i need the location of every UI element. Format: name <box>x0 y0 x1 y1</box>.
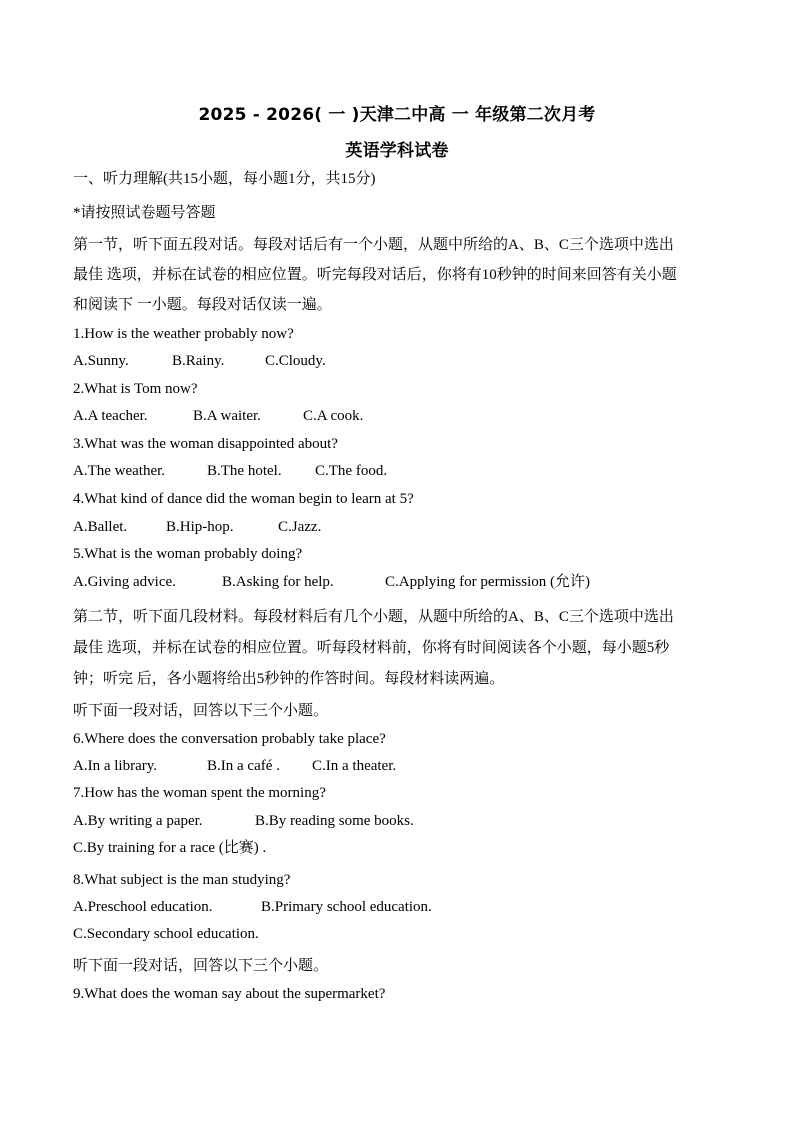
option-b: B.A waiter. <box>193 408 261 424</box>
option-a: A.The weather. <box>73 463 166 479</box>
question-6-options <box>73 756 733 776</box>
question-1-options <box>73 351 733 371</box>
option-b: B.In a café . <box>207 758 280 774</box>
question-7-options <box>73 811 733 831</box>
option-b: B.The hotel. <box>207 463 282 479</box>
option-a: A.By writing a paper. <box>73 813 203 829</box>
option-c: C.A cook. <box>303 408 364 424</box>
question-2-options <box>73 406 733 426</box>
option-c: C.Cloudy. <box>265 353 326 369</box>
question-9-stem: 9.What does the woman say about the supermarket? <box>73 986 386 1002</box>
question-5-stem: 5.What is the woman probably doing? <box>73 546 303 562</box>
question-2-stem: 2.What is Tom now? <box>73 381 198 397</box>
option-b: B.Primary school education. <box>261 899 432 915</box>
question-8-options <box>73 897 733 917</box>
part2-intro-line-1: 第二节，听下面几段材料。每段材料后有几个小题，从题中所给的A、B、C三个选项中选出 <box>73 609 674 625</box>
option-c: C.In a theater. <box>312 758 397 774</box>
question-7-option-c: C.By training for a race (比赛) . <box>73 840 267 856</box>
option-b: B.Hip-hop. <box>166 519 234 535</box>
question-5-options <box>73 572 733 592</box>
question-4-stem: 4.What kind of dance did the woman begin to learn at 5? <box>73 491 414 507</box>
question-7-stem: 7.How has the woman spent the morning? <box>73 785 326 801</box>
answer-note: *请按照试卷题号答题 <box>73 205 216 221</box>
part2-intro-line-2: 最佳 选项，并标在试卷的相应位置。听每段材料前，你将有时间阅读各个小题，每小题5秒 <box>73 640 670 656</box>
question-3-stem: 3.What was the woman disappointed about? <box>73 436 338 452</box>
exam-subtitle: 英语学科试卷 <box>345 141 449 161</box>
option-a: A.Giving advice. <box>73 574 176 590</box>
section-heading: 一、听力理解(共15小题，每小题1分，共15分) <box>73 171 376 187</box>
option-a: A.Ballet. <box>73 519 128 535</box>
option-b: B.Asking for help. <box>222 574 334 590</box>
option-a: A.In a library. <box>73 758 157 774</box>
question-3-options <box>73 461 733 481</box>
option-b: B.Rainy. <box>172 353 225 369</box>
question-4-options <box>73 517 733 537</box>
option-b: B.By reading some books. <box>255 813 414 829</box>
question-1-stem: 1.How is the weather probably now? <box>73 326 294 342</box>
part1-intro-line-1: 第一节，听下面五段对话。每段对话后有一个小题，从题中所给的A、B、C三个选项中选出 <box>73 237 674 253</box>
option-c: C.Applying for permission (允许) <box>385 574 590 590</box>
option-a: A.Preschool education. <box>73 899 213 915</box>
exam-title: 2025 - 2026( 一 )天津二中高 一 年级第二次月考 <box>198 105 596 125</box>
question-8-stem: 8.What subject is the man studying? <box>73 872 291 888</box>
group-intro-2: 听下面一段对话，回答以下三个小题。 <box>73 958 329 974</box>
option-a: A.A teacher. <box>73 408 148 424</box>
option-c: C.The food. <box>315 463 388 479</box>
part1-intro-line-3: 和阅读下 一小题。每段对话仅读一遍。 <box>73 297 332 313</box>
part2-intro-line-3: 钟；听完 后，各小题将给出5秒钟的作答时间。每段材料读两遍。 <box>73 671 505 687</box>
part1-intro-line-2: 最佳 选项，并标在试卷的相应位置。听完每段对话后，你将有10秒钟的时间来回答有关小题 <box>73 267 677 283</box>
question-8-option-c: C.Secondary school education. <box>73 926 259 942</box>
question-6-stem: 6.Where does the conversation probably take place? <box>73 731 386 747</box>
group-intro-1: 听下面一段对话，回答以下三个小题。 <box>73 703 329 719</box>
option-c: C.Jazz. <box>278 519 322 535</box>
option-a: A.Sunny. <box>73 353 129 369</box>
